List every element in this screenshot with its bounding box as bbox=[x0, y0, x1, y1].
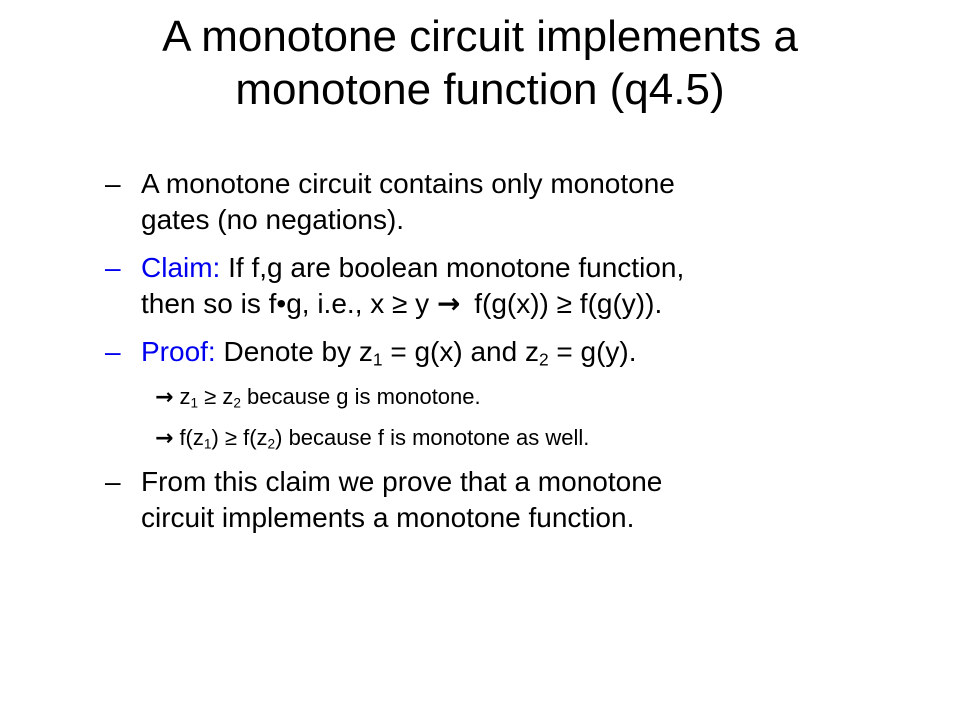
subscript: 1 bbox=[372, 349, 383, 370]
claim-text-line2: then so is f•g, i.e., x ≥ y bbox=[141, 288, 430, 319]
step-text: ≥ z bbox=[198, 384, 234, 409]
proof-text: Denote by z bbox=[215, 336, 373, 367]
proof-label: Proof: bbox=[141, 336, 216, 367]
proof-text: = g(x) and z bbox=[382, 336, 539, 367]
claim-label: Claim: bbox=[141, 252, 221, 283]
proof-step-1 bbox=[155, 382, 905, 413]
subscript: 2 bbox=[233, 395, 241, 411]
arrow-icon: → bbox=[155, 426, 174, 451]
bullet-proof bbox=[105, 334, 905, 370]
step-text: ) ≥ f(z bbox=[211, 425, 268, 450]
bullet-line: From this claim we prove that a monotone bbox=[141, 466, 663, 497]
bullet-dash: – bbox=[105, 336, 121, 367]
claim-text: If f,g are boolean monotone function, bbox=[220, 252, 685, 283]
bullet-line: gates (no negations). bbox=[141, 204, 405, 235]
bullet-line bbox=[141, 250, 905, 286]
bullet-line bbox=[141, 334, 905, 370]
title-line-2: monotone function (q4.5) bbox=[235, 65, 725, 114]
slide-title bbox=[40, 10, 920, 116]
bullet-dash: – bbox=[105, 466, 121, 497]
step-text: z bbox=[179, 384, 191, 409]
proof-steps bbox=[155, 382, 905, 454]
bullet-dash: – bbox=[105, 168, 121, 199]
claim-text-line2-rest: f(g(x)) ≥ f(g(y)). bbox=[466, 288, 663, 319]
bullet-line: A monotone circuit contains only monotone bbox=[141, 168, 675, 199]
step-text: f(z bbox=[179, 425, 204, 450]
title-line-1: A monotone circuit implements a bbox=[162, 12, 798, 61]
bullet-claim bbox=[105, 250, 905, 322]
proof-text: = g(y). bbox=[548, 336, 637, 367]
subscript: 2 bbox=[538, 349, 549, 370]
step-text: ) because f is monotone as well. bbox=[275, 425, 590, 450]
arrow-icon: → bbox=[155, 385, 174, 410]
bullet-dash: – bbox=[105, 252, 121, 283]
implies-arrow-icon: → bbox=[436, 287, 461, 320]
subscript: 2 bbox=[267, 436, 276, 452]
subscript: 1 bbox=[203, 436, 212, 452]
proof-step-2 bbox=[155, 423, 905, 454]
bullet-line: circuit implements a monotone function. bbox=[141, 502, 635, 533]
subscript: 1 bbox=[190, 395, 199, 411]
bullet-line bbox=[141, 286, 905, 322]
bullet-list bbox=[105, 166, 905, 548]
step-text: because g is monotone. bbox=[240, 384, 481, 409]
bullet-monotone-circuit-definition bbox=[105, 166, 905, 238]
bullet-conclusion bbox=[105, 464, 905, 536]
